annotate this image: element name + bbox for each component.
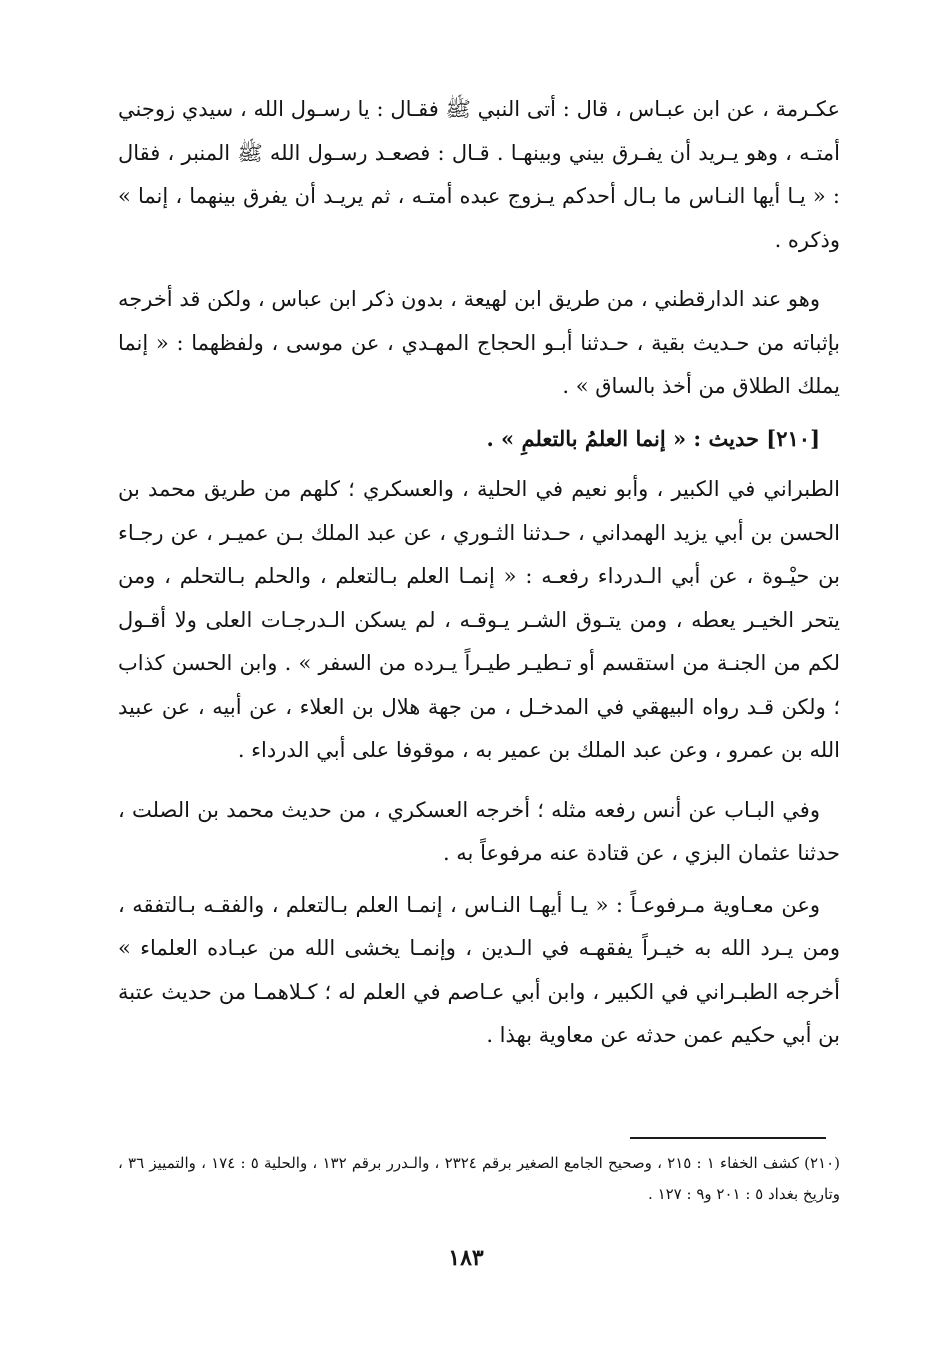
footnotes <box>118 1148 840 1210</box>
footnote-divider <box>630 1137 826 1139</box>
hadith-number: [٢١٠] <box>766 425 820 451</box>
paragraph-continuation: عكـرمة ، عن ابن عبـاس ، قال : أتى النبي ﷺ فقـال : يا رسـول الله ، سيدي زوجني أمتـه ، وهو يـريد أن يفـرق بيني وبينهـا . قـال : فصعـد رسـول الله ﷺ المنبر ، فقال : « يـا أيها النـاس ما بـال أحدكم يـزوج عبده أمتـه ، ثم يريـد أن يفرق بينهما ، إنما » وذكره . <box>118 97 840 252</box>
page-number: ١٨٣ <box>448 1245 484 1271</box>
paragraph-daraqutni: وهو عند الدارقطني ، من طريق ابن لهيعة ، بدون ذكر ابن عباس ، ولكن قد أخرجه بإثباته من حـديث بقية ، حـدثنا أبـو الحجاج المهـدي ، عن موسى ، ولفظهما : « إنما يملك الطلاق من أخذ بالساق » . <box>118 287 840 398</box>
main-text <box>118 88 840 1058</box>
hadith-heading <box>118 417 840 461</box>
paragraph-muawiya: وعن معـاوية مـرفوعـاً : « يـا أيهـا النـاس ، إنمـا العلم بـالتعلم ، والفقـه بـالتفقه ، ومن يـرد الله به خيـراً يفقهـه في الـدين ، وإنمـا يخشى الله من عبـاده العلماء » أخرجه الطبـراني في الكبير ، وابن أبي عـاصم في العلم له ؛ كـلاهمـا من حديث عتبة بن أبي حكيم عمن حدثه عن معاوية بهذا . <box>118 892 840 1047</box>
paragraph-anas: وفي البـاب عن أنس رفعه مثله ؛ أخرجه العسكري ، من حديث محمد بن الصلت ، حدثنا عثمان البزي ، عن قتادة عنه مرفوعاً به . <box>118 797 840 865</box>
paragraph-takhrij: الطبراني في الكبير ، وأبو نعيم في الحلية ، والعسكري ؛ كلهم من طريق محمد بن الحسن بن أبي يزيد الهمداني ، حـدثنا الثـوري ، عن عبد الملك بـن عميـر ، عن رجـاء بن حيْـوة ، عن أبي الـدرداء رفعـه : « إنمـا العلم بـالتعلم ، والحلم بـالتحلم ، ومن يتحر الخيـر يعطه ، ومن يتـوق الشـر يـوقـه ، لم يسكن الـدرجـات العلى ولا أقـول لكم من الجنـة من استقسم أو تـطيـر طيـراً يـرده من السفر » . وابن الحسن كذاب ؛ ولكن قـد رواه البيهقي في المدخـل ، من جهة هلال بن العلاء ، عن أبيه ، عن عبيد الله بن عمرو ، وعن عبد الملك بن عمير به ، موقوفا على أبي الدرداء . <box>118 477 840 762</box>
hadith-label: حديث : <box>693 425 759 451</box>
footnote-210: (٢١٠) كشف الخفاء ١ : ٢١٥ ، وصحيح الجامع الصغير برقم ٢٣٢٤ ، والـدرر برقم ١٣٢ ، والحلية ٥ : ١٧٤ ، والتمييز ٣٦ ، وتاريخ بغداد ٥ : ٢٠١ و٩ : ١٢٧ . <box>118 1154 841 1203</box>
hadith-title: « إنما العلمُ بالتعلمِ » . <box>486 425 687 451</box>
